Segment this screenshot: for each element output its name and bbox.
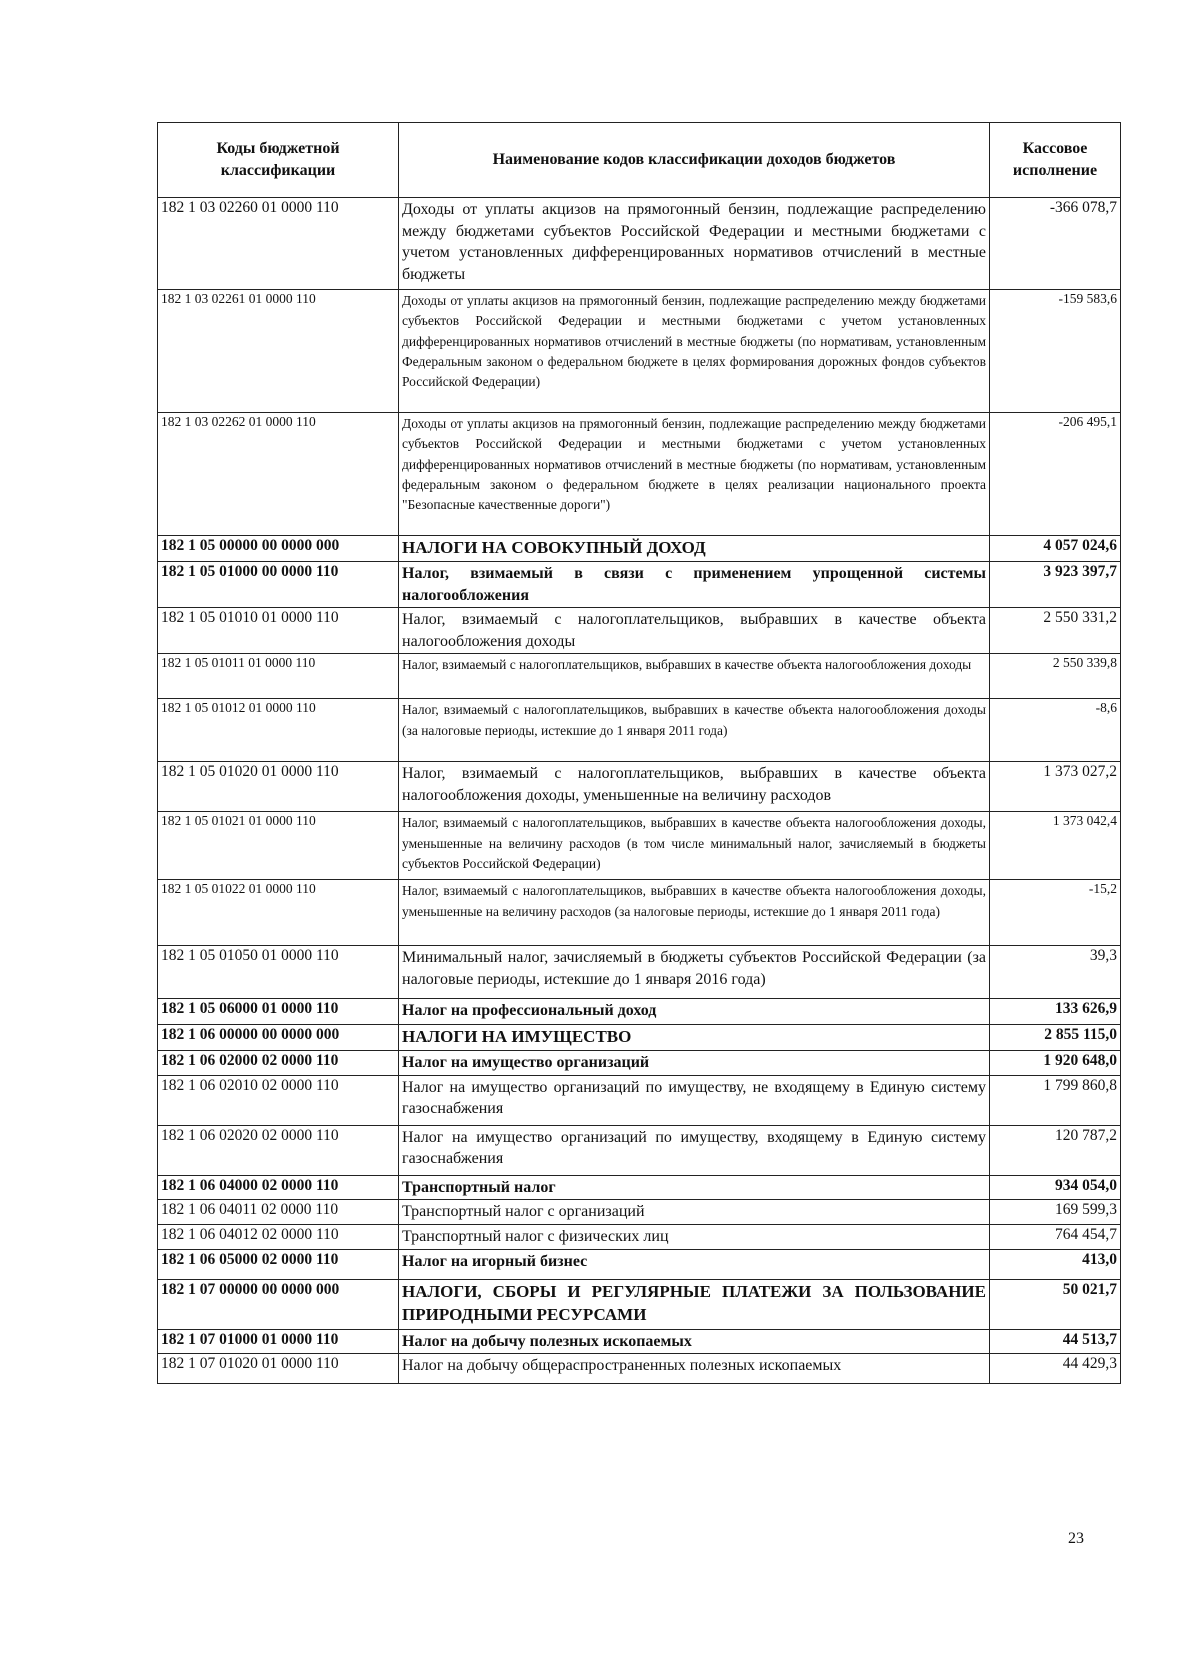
row-amount: 764 454,7 (990, 1225, 1121, 1250)
row-name: Доходы от уплаты акцизов на прямогонный бензин, подлежащие распределению между бюджетами субъектов Российской Федерации и местными бюджетами с учетом установленных дифференцированных нормативов отчислений в местные бюджеты (по нормативам, установленным Федеральным законом о федеральном бюджете в целях формирования дорожных фондов субъектов Российской Федерации) (399, 290, 990, 413)
table-row (158, 880, 1121, 946)
table-row (158, 699, 1121, 762)
row-name: НАЛОГИ НА СОВОКУПНЫЙ ДОХОД (399, 536, 990, 562)
row-amount: 44 513,7 (990, 1329, 1121, 1354)
row-name: НАЛОГИ, СБОРЫ И РЕГУЛЯРНЫЕ ПЛАТЕЖИ ЗА ПОЛЬЗОВАНИЕ ПРИРОДНЫМИ РЕСУРСАМИ (399, 1279, 990, 1329)
header-code: Коды бюджетной классификации (158, 123, 399, 198)
row-amount: 39,3 (990, 946, 1121, 999)
row-code: 182 1 06 02020 02 0000 110 (158, 1125, 399, 1175)
table-row (158, 1249, 1121, 1279)
row-code: 182 1 07 01020 01 0000 110 (158, 1354, 399, 1384)
row-amount: 3 923 397,7 (990, 561, 1121, 607)
table-row (158, 1175, 1121, 1200)
row-name: Налог на добычу полезных ископаемых (399, 1329, 990, 1354)
row-code: 182 1 07 01000 01 0000 110 (158, 1329, 399, 1354)
row-amount: -366 078,7 (990, 198, 1121, 290)
row-amount: 934 054,0 (990, 1175, 1121, 1200)
row-code: 182 1 05 06000 01 0000 110 (158, 999, 399, 1025)
table-row (158, 1225, 1121, 1250)
row-code: 182 1 03 02262 01 0000 110 (158, 413, 399, 536)
row-amount: 169 599,3 (990, 1200, 1121, 1225)
row-code: 182 1 06 00000 00 0000 000 (158, 1025, 399, 1051)
row-code: 182 1 05 01020 01 0000 110 (158, 762, 399, 812)
row-code: 182 1 03 02261 01 0000 110 (158, 290, 399, 413)
row-name: Транспортный налог с организаций (399, 1200, 990, 1225)
table-row (158, 1075, 1121, 1125)
row-amount: 133 626,9 (990, 999, 1121, 1025)
row-code: 182 1 05 01010 01 0000 110 (158, 608, 399, 654)
row-name: Транспортный налог с физических лиц (399, 1225, 990, 1250)
row-name: Налог на имущество организаций по имуществу, входящему в Единую систему газоснабжения (399, 1125, 990, 1175)
header-amount: Кассовое исполнение (990, 123, 1121, 198)
row-name: НАЛОГИ НА ИМУЩЕСТВО (399, 1025, 990, 1051)
row-code: 182 1 05 01022 01 0000 110 (158, 880, 399, 946)
row-name: Доходы от уплаты акцизов на прямогонный бензин, подлежащие распределению между бюджетами субъектов Российской Федерации и местными бюджетами с учетом установленных дифференцированных нормативов отчислений в местные бюджеты (по нормативам, установленным федеральным законом о федеральном бюджете в целях реализации национального проекта "Безопасные качественные дороги") (399, 413, 990, 536)
row-amount: 120 787,2 (990, 1125, 1121, 1175)
row-name: Налог, взимаемый с налогоплательщиков, выбравших в качестве объекта налогообложения доходы, уменьшенные на величину расходов (399, 762, 990, 812)
table-row (158, 198, 1121, 290)
row-amount: 1 799 860,8 (990, 1075, 1121, 1125)
row-amount: 1 373 027,2 (990, 762, 1121, 812)
row-code: 182 1 05 00000 00 0000 000 (158, 536, 399, 562)
row-code: 182 1 05 01000 00 0000 110 (158, 561, 399, 607)
row-amount: 2 550 331,2 (990, 608, 1121, 654)
budget-revenue-table (157, 122, 1121, 1384)
table-row (158, 1279, 1121, 1329)
row-amount: 1 373 042,4 (990, 812, 1121, 880)
row-name: Доходы от уплаты акцизов на прямогонный бензин, подлежащие распределению между бюджетами субъектов Российской Федерации и местными бюджетами с учетом установленных дифференцированных нормативов отчислений в местные бюджеты (399, 198, 990, 290)
row-name: Налог на игорный бизнес (399, 1249, 990, 1279)
table-row (158, 536, 1121, 562)
table-row (158, 1025, 1121, 1051)
row-amount: 1 920 648,0 (990, 1051, 1121, 1076)
table-row (158, 608, 1121, 654)
row-amount: 2 855 115,0 (990, 1025, 1121, 1051)
table-row (158, 946, 1121, 999)
table-row (158, 1051, 1121, 1076)
row-amount: -8,6 (990, 699, 1121, 762)
table-header-row (158, 123, 1121, 198)
row-name: Налог, взимаемый с налогоплательщиков, выбравших в качестве объекта налогообложения доходы (за налоговые периоды, истекшие до 1 января 2011 года) (399, 699, 990, 762)
row-amount: 2 550 339,8 (990, 654, 1121, 699)
table-row (158, 290, 1121, 413)
table-row (158, 1200, 1121, 1225)
row-name: Налог на добычу общераспространенных полезных ископаемых (399, 1354, 990, 1384)
row-code: 182 1 03 02260 01 0000 110 (158, 198, 399, 290)
row-code: 182 1 05 01011 01 0000 110 (158, 654, 399, 699)
row-amount: 44 429,3 (990, 1354, 1121, 1384)
row-name: Налог на имущество организаций (399, 1051, 990, 1076)
row-code: 182 1 05 01012 01 0000 110 (158, 699, 399, 762)
row-amount: 413,0 (990, 1249, 1121, 1279)
row-amount: -15,2 (990, 880, 1121, 946)
row-name: Налог, взимаемый с налогоплательщиков, выбравших в качестве объекта налогообложения доходы, уменьшенные на величину расходов (в том числе минимальный налог, зачисляемый в бюджеты субъектов Российской Федерации) (399, 812, 990, 880)
row-code: 182 1 05 01021 01 0000 110 (158, 812, 399, 880)
row-amount: 4 057 024,6 (990, 536, 1121, 562)
table-row (158, 1354, 1121, 1384)
table-row (158, 812, 1121, 880)
table-row (158, 1329, 1121, 1354)
row-code: 182 1 06 02010 02 0000 110 (158, 1075, 399, 1125)
row-amount: -206 495,1 (990, 413, 1121, 536)
table-row (158, 1125, 1121, 1175)
row-name: Налог, взимаемый с налогоплательщиков, выбравших в качестве объекта налогообложения доходы, уменьшенные на величину расходов (за налоговые периоды, истекшие до 1 января 2011 года) (399, 880, 990, 946)
row-code: 182 1 06 04000 02 0000 110 (158, 1175, 399, 1200)
row-code: 182 1 05 01050 01 0000 110 (158, 946, 399, 999)
row-code: 182 1 06 02000 02 0000 110 (158, 1051, 399, 1076)
row-name: Налог, взимаемый в связи с применением упрощенной системы налогообложения (399, 561, 990, 607)
table-row (158, 654, 1121, 699)
row-code: 182 1 06 04012 02 0000 110 (158, 1225, 399, 1250)
table-row (158, 561, 1121, 607)
row-code: 182 1 07 00000 00 0000 000 (158, 1279, 399, 1329)
table-row (158, 999, 1121, 1025)
row-code: 182 1 06 05000 02 0000 110 (158, 1249, 399, 1279)
row-name: Минимальный налог, зачисляемый в бюджеты субъектов Российской Федерации (за налоговые периоды, истекшие до 1 января 2016 года) (399, 946, 990, 999)
table-row (158, 413, 1121, 536)
page-number: 23 (1068, 1530, 1084, 1547)
row-amount: -159 583,6 (990, 290, 1121, 413)
header-name: Наименование кодов классификации доходов бюджетов (399, 123, 990, 198)
table-row (158, 762, 1121, 812)
row-code: 182 1 06 04011 02 0000 110 (158, 1200, 399, 1225)
row-name: Налог, взимаемый с налогоплательщиков, выбравших в качестве объекта налогообложения доходы (399, 608, 990, 654)
row-name: Транспортный налог (399, 1175, 990, 1200)
row-name: Налог на профессиональный доход (399, 999, 990, 1025)
row-name: Налог на имущество организаций по имуществу, не входящему в Единую систему газоснабжения (399, 1075, 990, 1125)
row-name: Налог, взимаемый с налогоплательщиков, выбравших в качестве объекта налогообложения доходы (399, 654, 990, 699)
row-amount: 50 021,7 (990, 1279, 1121, 1329)
